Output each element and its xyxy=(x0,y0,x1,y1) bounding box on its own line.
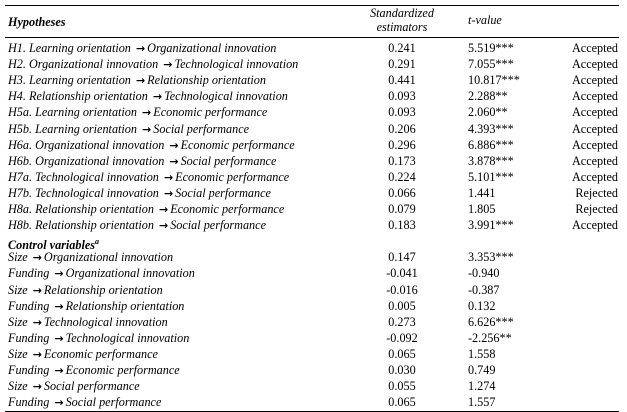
estimator-cell: 0.065 xyxy=(388,346,416,361)
arrow-icon: → xyxy=(32,251,42,265)
path-from: Technological innovation xyxy=(35,169,159,184)
hypothesis-row xyxy=(0,170,627,185)
path-to: Technological innovation xyxy=(65,330,190,345)
t-value-cell: -0.387 xyxy=(468,282,500,297)
path-from: Funding xyxy=(8,266,50,281)
control-row xyxy=(0,331,627,346)
path-to: Social performance xyxy=(65,395,162,410)
path-label xyxy=(8,395,161,410)
path-to: Relationship orientation xyxy=(65,298,185,313)
header-rule xyxy=(5,37,619,38)
hypothesis-code: H4. xyxy=(8,89,26,104)
result-cell: Accepted xyxy=(571,121,618,136)
hypothesis-code: H2. xyxy=(8,57,26,72)
path-from: Organizational innovation xyxy=(35,153,165,168)
path-to: Relationship orientation xyxy=(43,282,163,297)
estimator-cell: 0.005 xyxy=(388,298,416,313)
path-to: Social performance xyxy=(175,185,271,200)
result-cell: Accepted xyxy=(571,57,618,72)
result-cell: Accepted xyxy=(571,169,618,184)
result-cell: Accepted xyxy=(571,73,618,88)
path-to: Economic performance xyxy=(65,363,180,377)
path-from: Funding xyxy=(8,298,50,313)
control-variables-label: Control variables xyxy=(8,238,96,253)
hypothesis-code: H6a. xyxy=(8,137,33,152)
path-from: Relationship orientation xyxy=(29,89,148,104)
estimator-cell: 0.079 xyxy=(388,202,416,216)
t-value-cell: 1.274 xyxy=(468,379,496,394)
header-tvalue: t-value xyxy=(468,13,502,27)
t-value-cell: 2.060** xyxy=(468,105,508,120)
path-to: Technological innovation xyxy=(174,57,299,72)
arrow-icon: → xyxy=(158,203,169,216)
path-from: Learning orientation xyxy=(29,41,131,55)
path-label xyxy=(8,315,168,330)
hypothesis-row xyxy=(0,154,627,169)
hypothesis-row xyxy=(0,73,627,88)
path-label xyxy=(8,89,288,104)
hypothesis-row xyxy=(0,89,627,104)
control-row xyxy=(0,283,627,298)
arrow-icon: → xyxy=(169,138,179,152)
arrow-icon: → xyxy=(32,380,42,394)
control-variables-superscript: a xyxy=(95,237,100,247)
estimator-cell: 0.093 xyxy=(388,105,416,120)
arrow-icon: → xyxy=(142,106,152,120)
top-rule xyxy=(5,5,619,6)
arrow-icon: → xyxy=(163,186,174,200)
path-label xyxy=(8,283,163,298)
hypothesis-code: H7a. xyxy=(8,169,33,184)
hypothesis-code: H7b. xyxy=(8,185,33,200)
arrow-icon: → xyxy=(32,315,42,329)
t-value-cell: 2.288** xyxy=(468,89,508,104)
t-value-cell: -2.256** xyxy=(468,330,512,345)
path-from: Size xyxy=(8,282,28,297)
hypothesis-code: H8b. xyxy=(8,218,33,233)
path-label xyxy=(8,170,289,185)
estimator-cell: 0.273 xyxy=(388,314,416,329)
path-label xyxy=(8,347,158,362)
header-estimators-line2: estimators xyxy=(376,20,428,34)
estimator-cell: 0.147 xyxy=(388,250,416,265)
path-from: Relationship orientation xyxy=(35,218,154,233)
path-from: Size xyxy=(8,379,28,394)
path-label xyxy=(8,105,267,120)
path-label xyxy=(8,299,184,314)
t-value-cell: 3.353*** xyxy=(468,250,514,265)
arrow-icon: → xyxy=(163,170,174,184)
path-label xyxy=(8,57,298,72)
hypothesis-code: H3. xyxy=(8,73,26,88)
t-value-cell: 4.393*** xyxy=(468,121,514,136)
estimator-cell: -0.092 xyxy=(386,330,418,345)
path-label xyxy=(8,154,276,169)
path-from: Organizational innovation xyxy=(29,57,159,72)
path-from: Size xyxy=(8,346,28,361)
t-value-cell: 6.626*** xyxy=(468,314,514,329)
path-from: Learning orientation xyxy=(29,73,131,88)
estimator-cell: 0.296 xyxy=(388,137,416,152)
header-hypotheses: Hypotheses xyxy=(8,15,66,29)
control-row xyxy=(0,395,627,410)
path-label xyxy=(8,266,195,281)
arrow-icon: → xyxy=(54,396,64,410)
result-cell: Rejected xyxy=(575,202,618,216)
path-label xyxy=(8,202,284,217)
hypothesis-row xyxy=(0,202,627,217)
estimator-cell: -0.041 xyxy=(386,266,418,281)
arrow-icon: → xyxy=(54,267,64,281)
result-cell: Accepted xyxy=(571,89,618,104)
header-estimators-line1: Standardized xyxy=(370,6,434,20)
hypothesis-row xyxy=(0,138,627,153)
arrow-icon: → xyxy=(32,283,42,297)
path-label xyxy=(8,363,180,378)
path-from: Organizational innovation xyxy=(35,137,165,152)
path-to: Social performance xyxy=(170,218,266,233)
path-label xyxy=(8,138,295,153)
estimator-cell: 0.055 xyxy=(388,379,416,394)
arrow-icon: → xyxy=(158,219,169,233)
path-to: Economic performance xyxy=(153,105,268,120)
path-label xyxy=(8,250,173,265)
arrow-icon: → xyxy=(54,299,64,313)
path-label xyxy=(8,73,266,88)
arrow-icon: → xyxy=(135,74,146,88)
path-label xyxy=(8,122,249,137)
result-cell: Accepted xyxy=(571,41,618,55)
result-cell: Accepted xyxy=(571,137,618,152)
path-to: Economic performance xyxy=(170,202,285,216)
result-cell: Accepted xyxy=(571,153,618,168)
hypothesis-code: H8a. xyxy=(8,202,33,216)
arrow-icon: → xyxy=(163,58,173,72)
control-row xyxy=(0,266,627,281)
t-value-cell: -0.940 xyxy=(468,266,500,281)
estimator-cell: 0.066 xyxy=(388,185,416,200)
path-from: Funding xyxy=(8,330,50,345)
arrow-icon: → xyxy=(142,122,152,136)
path-to: Organizational innovation xyxy=(147,41,277,55)
hypothesis-code: H5b. xyxy=(8,121,33,136)
control-row xyxy=(0,363,627,378)
estimator-cell: -0.016 xyxy=(386,282,418,297)
t-value-cell: 1.805 xyxy=(468,202,496,216)
path-label xyxy=(8,218,266,233)
result-cell: Rejected xyxy=(575,185,618,200)
t-value-cell: 5.101*** xyxy=(468,169,514,184)
path-from: Technological innovation xyxy=(35,185,159,200)
estimator-cell: 0.241 xyxy=(388,41,416,55)
path-label xyxy=(8,379,140,394)
t-value-cell: 10.817*** xyxy=(468,73,520,88)
path-from: Funding xyxy=(8,363,50,377)
control-row xyxy=(0,347,627,362)
path-to: Social performance xyxy=(180,153,277,168)
arrow-icon: → xyxy=(152,90,163,104)
arrow-icon: → xyxy=(169,154,179,168)
hypothesis-row xyxy=(0,122,627,137)
control-row xyxy=(0,250,627,265)
hypothesis-code: H6b. xyxy=(8,153,33,168)
estimator-cell: 0.173 xyxy=(388,153,416,168)
estimator-cell: 0.030 xyxy=(388,363,416,377)
header-estimators xyxy=(352,6,452,34)
arrow-icon: → xyxy=(54,364,64,377)
control-row xyxy=(0,299,627,314)
path-from: Size xyxy=(8,250,28,265)
control-variables-heading xyxy=(8,234,100,253)
path-from: Learning orientation xyxy=(35,105,137,120)
estimator-cell: 0.183 xyxy=(388,218,416,233)
estimator-cell: 0.291 xyxy=(388,57,416,72)
result-cell: Accepted xyxy=(571,105,618,120)
path-to: Technological innovation xyxy=(43,314,168,329)
path-label xyxy=(8,331,189,346)
t-value-cell: 1.558 xyxy=(468,346,496,361)
control-row xyxy=(0,379,627,394)
estimator-cell: 0.065 xyxy=(388,395,416,410)
hypothesis-row xyxy=(0,105,627,120)
t-value-cell: 0.132 xyxy=(468,298,496,313)
estimator-cell: 0.093 xyxy=(388,89,416,104)
path-to: Social performance xyxy=(153,121,250,136)
path-to: Economic performance xyxy=(175,169,290,184)
path-to: Organizational innovation xyxy=(43,250,174,265)
hypothesis-row xyxy=(0,57,627,72)
path-to: Social performance xyxy=(43,379,140,394)
path-to: Economic performance xyxy=(180,137,295,152)
path-to: Relationship orientation xyxy=(147,73,266,88)
control-row xyxy=(0,315,627,330)
t-value-cell: 3.991*** xyxy=(468,218,514,233)
path-to: Organizational innovation xyxy=(65,266,195,281)
path-to: Economic performance xyxy=(43,346,158,361)
path-from: Learning orientation xyxy=(35,121,137,136)
estimator-cell: 0.224 xyxy=(388,169,416,184)
path-from: Relationship orientation xyxy=(35,202,154,216)
estimator-cell: 0.441 xyxy=(388,73,416,88)
estimator-cell: 0.206 xyxy=(388,121,416,136)
hypothesis-row xyxy=(0,218,627,233)
t-value-cell: 3.878*** xyxy=(468,153,514,168)
arrow-icon: → xyxy=(32,347,42,361)
hypothesis-row xyxy=(0,186,627,201)
t-value-cell: 7.055*** xyxy=(468,57,514,72)
hypothesis-code: H5a. xyxy=(8,105,33,120)
result-cell: Accepted xyxy=(571,218,618,233)
t-value-cell: 1.441 xyxy=(468,185,496,200)
hypothesis-code: H1. xyxy=(8,41,26,55)
t-value-cell: 6.886*** xyxy=(468,137,514,152)
arrow-icon: → xyxy=(135,42,146,55)
t-value-cell: 0.749 xyxy=(468,363,496,377)
path-label xyxy=(8,186,271,201)
t-value-cell: 1.557 xyxy=(468,395,496,410)
arrow-icon: → xyxy=(54,331,64,345)
path-label xyxy=(8,41,276,56)
t-value-cell: 5.519*** xyxy=(468,41,514,55)
path-from: Size xyxy=(8,314,28,329)
path-to: Technological innovation xyxy=(164,89,288,104)
path-from: Funding xyxy=(8,395,50,410)
hypothesis-row xyxy=(0,41,627,56)
